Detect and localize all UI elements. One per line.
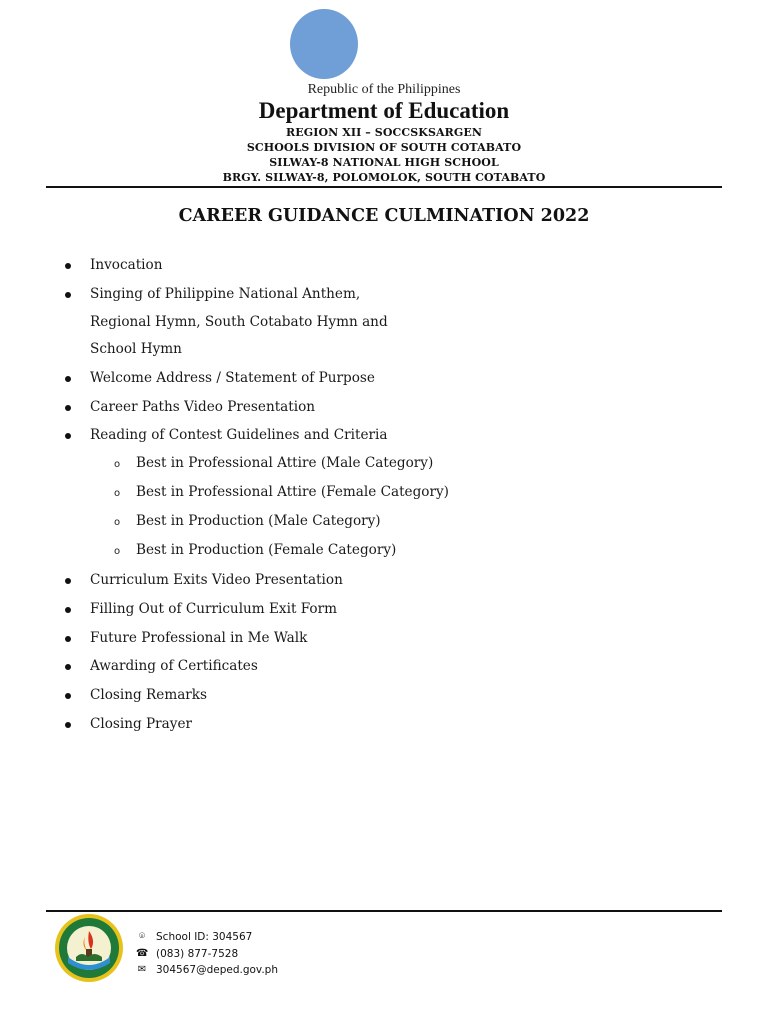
bullet-icon [65, 376, 71, 382]
bullet-icon [65, 664, 71, 670]
region-line: REGION XII – SOCCSKSARGEN [285, 126, 482, 139]
program-item-contest-guidelines: Reading of Contest Guidelines and Criteria [90, 427, 388, 443]
program-item-anthem-line-1: Singing of Philippine National Anthem, [90, 286, 361, 302]
program-item-welcome: Welcome Address / Statement of Purpose [90, 370, 375, 386]
bullet-icon [65, 636, 71, 642]
address-line: BRGY. SILWAY-8, POLOMOLOK, SOUTH COTABATO [222, 171, 546, 184]
program-item-career-paths: Career Paths Video Presentation [90, 399, 316, 415]
contest-category-item: Best in Production (Female Category) [136, 542, 397, 558]
circle-bullet-icon: o [114, 517, 121, 528]
circle-bullet-icon: o [114, 546, 121, 557]
republic-line: Republic of the Philippines [307, 82, 461, 97]
program-item-professional-walk: Future Professional in Me Walk [90, 630, 308, 646]
bullet-icon [65, 722, 71, 728]
footer-rule [46, 910, 722, 912]
program-item-awarding: Awarding of Certificates [90, 658, 258, 674]
school-seal-logo-icon [54, 913, 124, 983]
phone-icon: ☎ [136, 948, 149, 959]
header-rule [46, 186, 722, 188]
bullet-icon [65, 405, 71, 411]
phone-number: (083) 877-7528 [156, 948, 239, 960]
division-line: SCHOOLS DIVISION OF SOUTH COTABATO [246, 141, 522, 154]
contest-category-item: Best in Production (Male Category) [136, 513, 381, 529]
email-icon: ✉ [137, 964, 147, 975]
program-item-closing-prayer: Closing Prayer [90, 716, 193, 732]
email-address: 304567@deped.gov.ph [156, 964, 278, 976]
deped-seal [290, 9, 358, 79]
program-item-closing-remarks: Closing Remarks [90, 687, 208, 703]
circle-bullet-icon: o [114, 459, 121, 470]
department-name: Department of Education [258, 98, 510, 123]
bullet-icon [65, 607, 71, 613]
location-pin-icon: ⌾ [139, 931, 145, 942]
circle-bullet-icon: o [114, 488, 121, 499]
contest-category-item: Best in Professional Attire (Female Category) [136, 484, 449, 500]
school-id: School ID: 304567 [156, 931, 253, 943]
bullet-icon [65, 263, 71, 269]
school-line: SILWAY-8 NATIONAL HIGH SCHOOL [269, 156, 499, 169]
bullet-icon [65, 693, 71, 699]
bullet-icon [65, 578, 71, 584]
bullet-icon [65, 433, 71, 439]
program-item-exit-form: Filling Out of Curriculum Exit Form [90, 601, 337, 617]
program-item-invocation: Invocation [90, 257, 163, 273]
program-item-curriculum-exits: Curriculum Exits Video Presentation [90, 572, 343, 588]
program-item-anthem-line-2: Regional Hymn, South Cotabato Hymn and [90, 314, 388, 330]
document-title: CAREER GUIDANCE CULMINATION 2022 [178, 206, 590, 226]
bullet-icon [65, 292, 71, 298]
program-item-anthem-line-3: School Hymn [90, 341, 182, 357]
contest-category-item: Best in Professional Attire (Male Category) [136, 455, 434, 471]
